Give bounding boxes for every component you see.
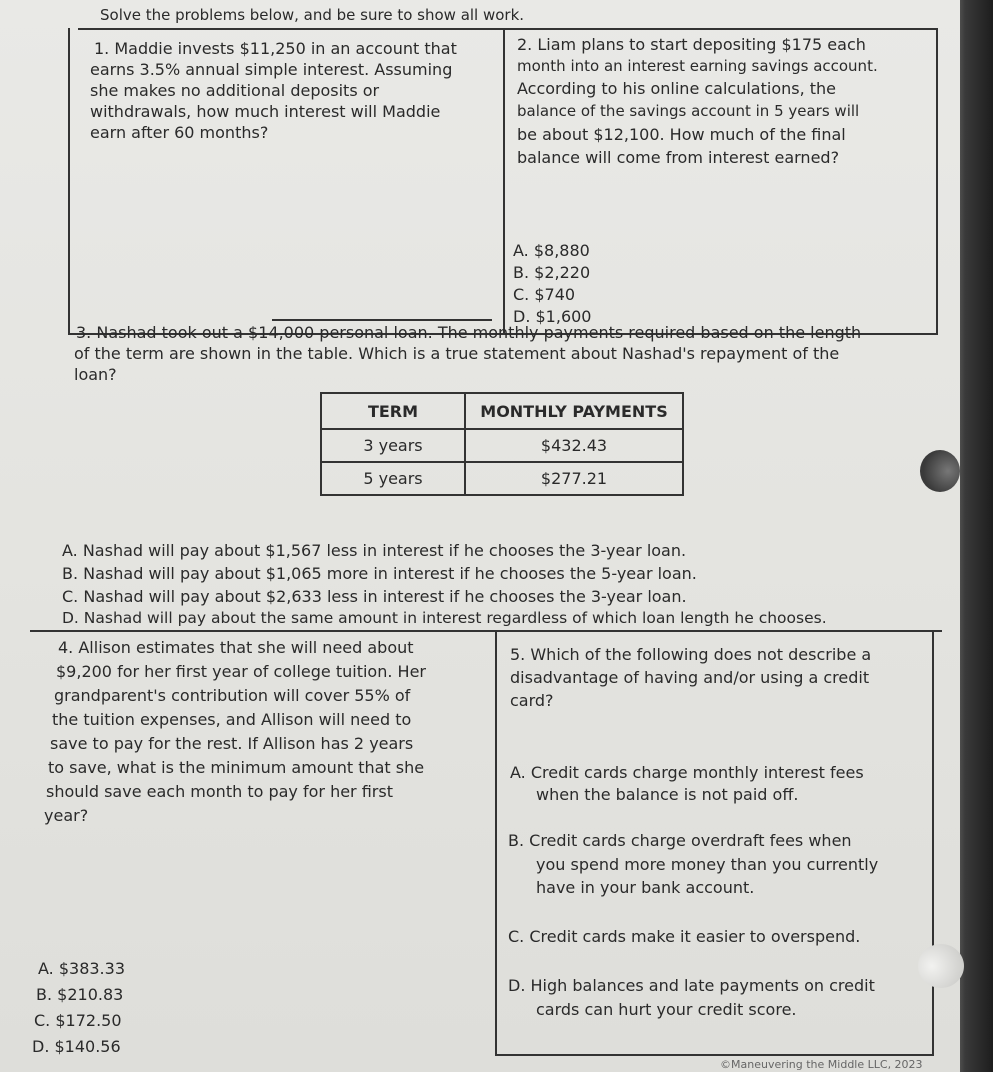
q5-choice-b-line: you spend more money than you currently [536, 855, 879, 874]
q5-choice-a-line: when the balance is not paid off. [536, 785, 799, 804]
q3-choice: A. Nashad will pay about $1,567 less in interest if he chooses the 3-year loan. [62, 541, 687, 560]
q5-choice-b-line: B. Credit cards charge overdraft fees when [508, 831, 852, 850]
table-cell: 5 years [321, 462, 465, 495]
copyright-footer: ©Maneuvering the Middle LLC, 2023 [720, 1058, 923, 1071]
table-header: MONTHLY PAYMENTS [465, 393, 683, 429]
q2-line: balance of the savings account in 5 years will [517, 102, 860, 120]
q2-choice: C. $740 [513, 285, 576, 304]
q5-choice-b-line: have in your bank account. [536, 878, 755, 897]
q1-line: withdrawals, how much interest will Maddie [90, 102, 441, 121]
q4-line: grandparent's contribution will cover 55% of [54, 686, 411, 705]
q3-choice: D. Nashad will pay about the same amount in interest regardless of which loan length he chooses. [62, 609, 827, 627]
q4-choice: B. $210.83 [36, 985, 124, 1004]
table-cell: $432.43 [465, 429, 683, 462]
table-cell: 3 years [321, 429, 465, 462]
divider-q1-q2 [503, 30, 505, 334]
q3-line: 3. Nashad took out a $14,000 personal loan. The monthly payments required based on the length [76, 323, 862, 342]
q4-line: should save each month to pay for her first [46, 782, 393, 801]
q3-choice: C. Nashad will pay about $2,633 less in interest if he chooses the 3-year loan. [62, 587, 687, 606]
q4-choice: D. $140.56 [32, 1037, 121, 1056]
q4-choice: A. $383.33 [38, 959, 125, 978]
right-border-top [936, 28, 938, 334]
table-row [321, 462, 683, 495]
table-header: TERM [321, 393, 465, 429]
q1-line: earns 3.5% annual simple interest. Assuming [90, 60, 453, 79]
q5-line: card? [510, 691, 554, 710]
q2-choice: D. $1,600 [513, 307, 592, 326]
loan-table [320, 392, 684, 496]
q4-line: save to pay for the rest. If Allison has 2 years [50, 734, 414, 753]
binder-hole [918, 944, 964, 988]
q5-line: disadvantage of having and/or using a credit [510, 668, 870, 687]
q3-line: loan? [74, 365, 117, 384]
q2-line: be about $12,100. How much of the final [517, 125, 846, 144]
q2-choice: A. $8,880 [513, 241, 590, 260]
q3-line: of the term are shown in the table. Which is a true statement about Nashad's repayment of the [74, 344, 840, 363]
q1-line: 1. Maddie invests $11,250 in an account that [94, 39, 457, 58]
binder-hole [920, 450, 960, 492]
q5-choice-a-line: A. Credit cards charge monthly interest fees [510, 763, 864, 782]
q4-choice: C. $172.50 [34, 1011, 122, 1030]
q4-line: year? [44, 806, 89, 825]
q2-line: According to his online calculations, the [517, 79, 837, 98]
q2-line: 2. Liam plans to start depositing $175 each [517, 35, 866, 54]
q5-choice-c-line: C. Credit cards make it easier to overspend. [508, 927, 861, 946]
bottom-border [496, 1054, 934, 1056]
divider-q4-q5 [495, 632, 497, 1056]
q2-line: month into an interest earning savings account. [517, 57, 878, 75]
q1-line: earn after 60 months? [90, 123, 269, 142]
row-divider-2 [30, 630, 942, 632]
q4-line: $9,200 for her first year of college tuition. Her [56, 662, 426, 681]
q5-choice-d-line: D. High balances and late payments on credit [508, 976, 875, 995]
table-cell: $277.21 [465, 462, 683, 495]
instructions: Solve the problems below, and be sure to show all work. [100, 6, 525, 24]
q3-choice: B. Nashad will pay about $1,065 more in interest if he chooses the 5-year loan. [62, 564, 697, 583]
right-border-bottom [932, 632, 934, 1056]
q4-line: to save, what is the minimum amount that she [48, 758, 425, 777]
q2-choice: B. $2,220 [513, 263, 591, 282]
top-border [78, 28, 938, 30]
q1-line: she makes no additional deposits or [90, 81, 380, 100]
table-header-row [321, 393, 683, 429]
q2-line: balance will come from interest earned? [517, 148, 840, 167]
left-border-top [68, 28, 70, 334]
q5-line: 5. Which of the following does not describe a [510, 645, 872, 664]
q5-choice-d-line: cards can hurt your credit score. [536, 1000, 797, 1019]
table-row [321, 429, 683, 462]
q1-answer-line [272, 319, 492, 321]
q4-line: 4. Allison estimates that she will need about [58, 638, 414, 657]
q4-line: the tuition expenses, and Allison will need to [52, 710, 412, 729]
